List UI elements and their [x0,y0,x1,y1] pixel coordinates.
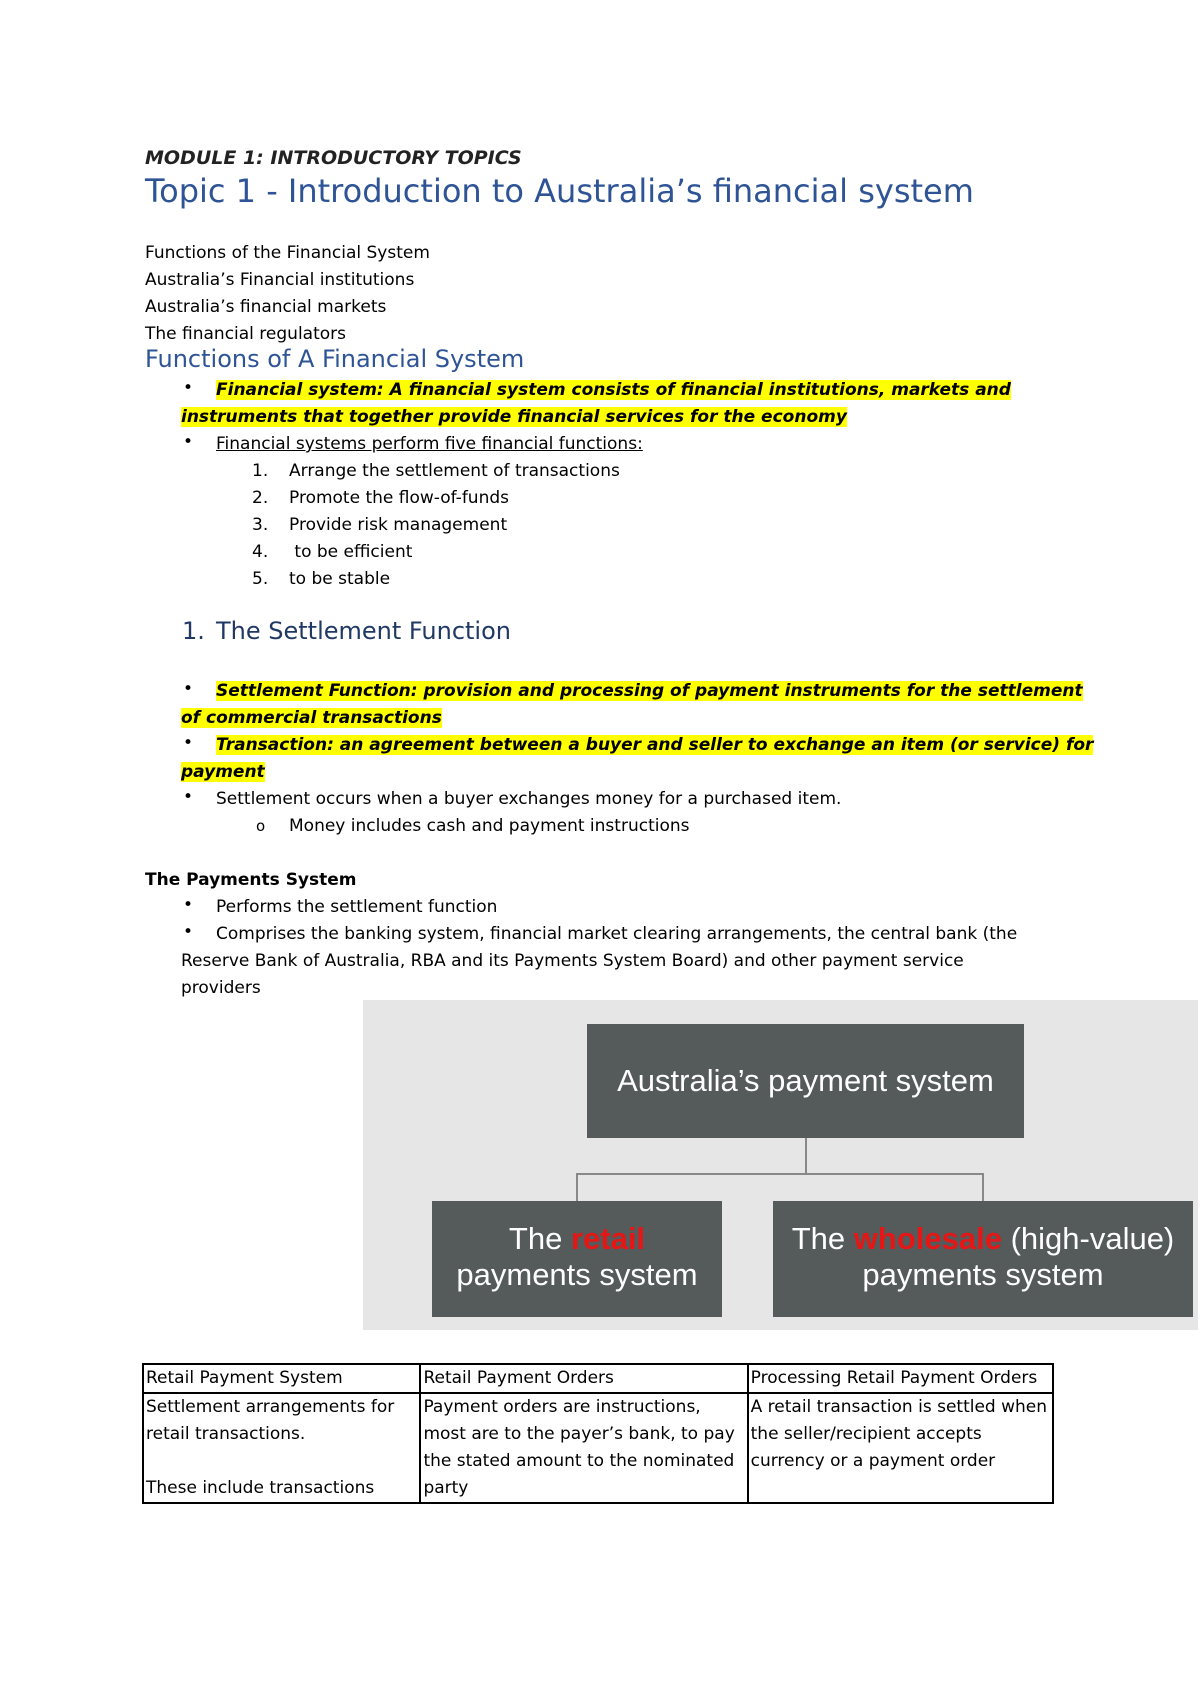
settlement-heading: The Settlement Function [216,617,511,645]
list-number: 2. [252,488,269,508]
list-number: 1. [252,461,269,481]
bullet-icon: • [183,895,194,915]
diagram-label: payments system [862,1257,1104,1292]
money-includes: Money includes cash and payment instructions [289,816,690,836]
payments-heading: The Payments System [145,870,357,890]
diagram-connector [576,1173,578,1201]
transaction-definition: Transaction: an agreement between a buyer and seller to exchange an item (or service) for [216,735,1094,755]
section-number: 1. [182,617,205,645]
diagram-top-box [587,1024,1024,1138]
bullet-icon: • [183,922,194,942]
table-header-cell: Retail Payment System [143,1364,420,1393]
diagram-wholesale-emph: wholesale [853,1221,1002,1256]
table-header-row [143,1364,1053,1393]
bullet-icon: • [183,679,194,699]
diagram-top-label: Australia’s payment system [617,1063,994,1098]
diagram-connector [576,1173,984,1175]
settlement-definition: Settlement Function: provision and processing of payment instruments for the settlement [216,681,1083,701]
table-header-cell: Processing Retail Payment Orders [748,1364,1053,1393]
bullet-icon: • [183,378,194,398]
bullet-icon: • [183,733,194,753]
overview-item: Australia’s Financial institutions [145,270,415,290]
list-number: 3. [252,515,269,535]
table-cell: Payment orders are instructions, most are to the payer’s bank, to pay the stated amount to the nominated party [420,1393,747,1503]
overview-item: Australia’s financial markets [145,297,387,317]
list-item: Promote the flow-of-funds [289,488,509,508]
table-cell: Settlement arrangements for retail transactions. These include transactions [143,1393,420,1503]
five-functions-intro: Financial systems perform five financial functions: [216,434,643,454]
list-item: Provide risk management [289,515,508,535]
list-item: to be stable [289,569,391,589]
diagram-label: (high-value) [1001,1221,1175,1256]
payments-comprises: Comprises the banking system, financial market clearing arrangements, the central bank (the [216,924,1018,944]
payments-performs: Performs the settlement function [216,897,498,917]
financial-system-definition: Financial system: A financial system consists of financial institutions, markets and [216,380,1011,400]
payments-comprises-cont: providers [181,978,261,998]
diagram-connector [805,1138,807,1173]
bullet-icon: • [183,787,194,807]
table-row [143,1393,1053,1503]
settlement-definition-cont: of commercial transactions [181,708,442,728]
transaction-definition-cont: payment [181,762,265,782]
table-header-cell: Retail Payment Orders [420,1364,747,1393]
diagram-connector [982,1173,984,1201]
payments-comprises-cont: Reserve Bank of Australia, RBA and its Payments System Board) and other payment service [181,951,964,971]
bullet-icon: • [183,432,194,452]
diagram-wholesale-box [773,1201,1193,1317]
list-item: to be efficient [289,542,413,562]
list-item: Arrange the settlement of transactions [289,461,620,481]
diagram-label: The [508,1221,571,1256]
retail-payment-table [142,1363,1054,1504]
functions-heading: Functions of A Financial System [145,345,525,373]
payment-system-diagram [363,1000,1198,1330]
topic-title: Topic 1 - Introduction to Australia’s financial system [145,172,974,210]
sub-bullet-icon: o [256,817,266,835]
table-cell: A retail transaction is settled when the seller/recipient accepts currency or a payment order [748,1393,1053,1503]
module-title: MODULE 1: INTRODUCTORY TOPICS [145,147,522,169]
list-number: 5. [252,569,269,589]
diagram-retail-emph: retail [570,1221,646,1256]
diagram-retail-box [432,1201,722,1317]
list-number: 4. [252,542,269,562]
overview-item: The financial regulators [145,324,347,344]
diagram-label: payments system [456,1257,698,1292]
settlement-occurs: Settlement occurs when a buyer exchanges money for a purchased item. [216,789,842,809]
financial-system-definition-cont: instruments that together provide financial services for the economy [181,407,847,427]
diagram-label: The [791,1221,854,1256]
overview-item: Functions of the Financial System [145,243,430,263]
